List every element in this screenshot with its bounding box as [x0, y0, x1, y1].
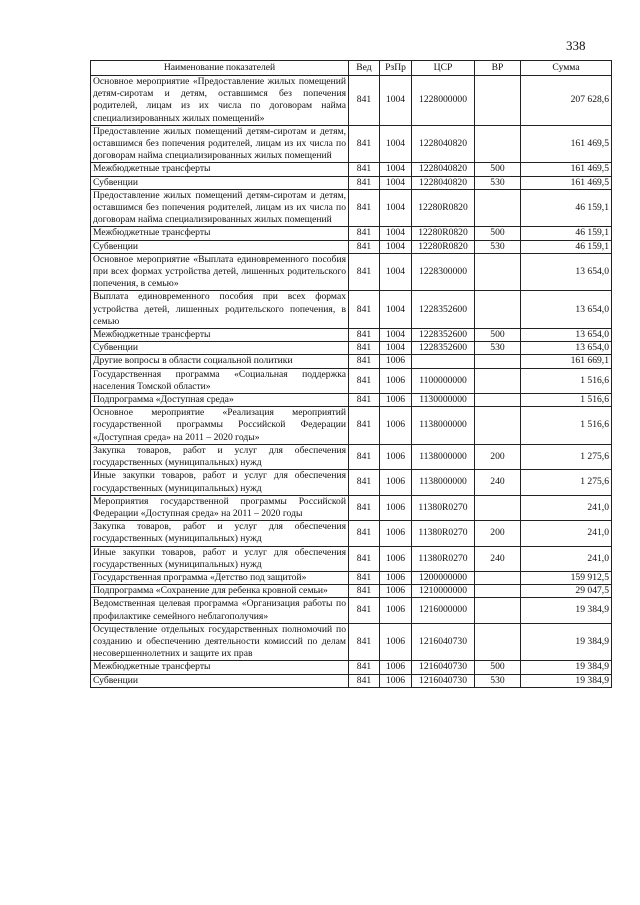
cell-ved: 841: [349, 227, 380, 240]
cell-csr: 11380R0270: [412, 495, 475, 520]
cell-name: Межбюджетные трансферты: [91, 661, 349, 674]
cell-name: Подпрограмма «Сохранение для ребенка кровной семьи»: [91, 585, 349, 598]
cell-ved: 841: [349, 546, 380, 571]
cell-rzpr: 1006: [380, 546, 412, 571]
cell-vr: [475, 585, 521, 598]
cell-name: Предоставление жилых помещений детям-сиротам и детям, оставшимся без попечения родителей, лицам из их числа по договорам найма специализированных жилых помещений: [91, 125, 349, 163]
cell-ved: 841: [349, 253, 380, 291]
cell-sum: 241,0: [521, 546, 612, 571]
cell-name: Иные закупки товаров, работ и услуг для обеспечения государственных (муниципальных) нужд: [91, 470, 349, 495]
cell-sum: 1 275,6: [521, 444, 612, 469]
table-header-row: [91, 61, 612, 76]
cell-sum: 19 384,9: [521, 661, 612, 674]
cell-csr: 1228040820: [412, 176, 475, 189]
page-number: 338: [566, 38, 586, 53]
cell-ved: 841: [349, 521, 380, 546]
table-row: [91, 394, 612, 407]
table-row: [91, 125, 612, 163]
cell-csr: 1216040730: [412, 661, 475, 674]
cell-vr: [475, 598, 521, 623]
cell-name: Другие вопросы в области социальной политики: [91, 355, 349, 368]
cell-csr: 1216000000: [412, 598, 475, 623]
table-row: [91, 76, 612, 126]
table-row: [91, 521, 612, 546]
cell-vr: 240: [475, 470, 521, 495]
cell-rzpr: 1004: [380, 240, 412, 253]
cell-csr: 1228000000: [412, 76, 475, 126]
cell-csr: 12280R0820: [412, 240, 475, 253]
cell-name: Межбюджетные трансферты: [91, 163, 349, 176]
table-row: [91, 355, 612, 368]
cell-csr: 1100000000: [412, 368, 475, 393]
cell-sum: 159 912,5: [521, 571, 612, 584]
cell-sum: 1 516,6: [521, 394, 612, 407]
cell-vr: [475, 407, 521, 445]
cell-csr: 12280R0820: [412, 189, 475, 227]
cell-name: Межбюджетные трансферты: [91, 227, 349, 240]
table-row: [91, 329, 612, 342]
table-row: [91, 253, 612, 291]
cell-ved: 841: [349, 495, 380, 520]
table-row: [91, 585, 612, 598]
cell-csr: 1138000000: [412, 407, 475, 445]
cell-sum: 13 654,0: [521, 291, 612, 329]
table-row: [91, 495, 612, 520]
cell-rzpr: 1006: [380, 470, 412, 495]
cell-rzpr: 1004: [380, 176, 412, 189]
cell-csr: 1130000000: [412, 394, 475, 407]
cell-rzpr: 1006: [380, 571, 412, 584]
cell-name: Государственная программа «Социальная поддержка населения Томской области»: [91, 368, 349, 393]
cell-csr: [412, 355, 475, 368]
cell-vr: 530: [475, 176, 521, 189]
cell-sum: 46 159,1: [521, 240, 612, 253]
cell-csr: 1228040820: [412, 163, 475, 176]
cell-rzpr: 1006: [380, 394, 412, 407]
table-row: [91, 470, 612, 495]
table-row: [91, 227, 612, 240]
cell-ved: 841: [349, 240, 380, 253]
cell-ved: 841: [349, 623, 380, 661]
cell-sum: 29 047,5: [521, 585, 612, 598]
table-row: [91, 407, 612, 445]
cell-name: Ведомственная целевая программа «Организация работы по профилактике семейного неблагополучия»: [91, 598, 349, 623]
cell-ved: 841: [349, 470, 380, 495]
cell-sum: 13 654,0: [521, 253, 612, 291]
header-vr: ВР: [475, 61, 521, 76]
cell-sum: 161 469,5: [521, 125, 612, 163]
cell-sum: 19 384,9: [521, 674, 612, 687]
cell-csr: 1228352600: [412, 291, 475, 329]
cell-vr: [475, 76, 521, 126]
cell-rzpr: 1006: [380, 355, 412, 368]
cell-rzpr: 1006: [380, 495, 412, 520]
cell-csr: 11380R0270: [412, 521, 475, 546]
cell-name: Осуществление отдельных государственных полномочий по созданию и обеспечению деятельности комиссий по делам несовершеннолетних и защите их прав: [91, 623, 349, 661]
cell-rzpr: 1004: [380, 342, 412, 355]
cell-ved: 841: [349, 585, 380, 598]
cell-ved: 841: [349, 598, 380, 623]
header-sum: Сумма: [521, 61, 612, 76]
table-row: [91, 571, 612, 584]
cell-ved: 841: [349, 189, 380, 227]
cell-rzpr: 1004: [380, 253, 412, 291]
cell-vr: 530: [475, 240, 521, 253]
cell-vr: [475, 189, 521, 227]
cell-csr: 1138000000: [412, 470, 475, 495]
cell-vr: 200: [475, 444, 521, 469]
cell-rzpr: 1004: [380, 189, 412, 227]
cell-vr: [475, 253, 521, 291]
cell-ved: 841: [349, 329, 380, 342]
cell-rzpr: 1004: [380, 125, 412, 163]
cell-name: Основное мероприятие «Выплата единовременного пособия при всех формах устройства детей, лишенных родительского попечения, в семью»: [91, 253, 349, 291]
cell-vr: [475, 394, 521, 407]
cell-csr: 12280R0820: [412, 227, 475, 240]
cell-rzpr: 1004: [380, 291, 412, 329]
cell-ved: 841: [349, 394, 380, 407]
cell-ved: 841: [349, 674, 380, 687]
cell-vr: [475, 571, 521, 584]
table-row: [91, 176, 612, 189]
cell-rzpr: 1006: [380, 598, 412, 623]
table-row: [91, 546, 612, 571]
cell-name: Основное мероприятие «Реализация мероприятий государственной программы Российской Федерации «Доступная среда» на 2011 – 2020 годы»: [91, 407, 349, 445]
cell-rzpr: 1006: [380, 661, 412, 674]
cell-ved: 841: [349, 355, 380, 368]
cell-sum: 46 159,1: [521, 189, 612, 227]
header-csr: ЦСР: [412, 61, 475, 76]
cell-csr: 1228040820: [412, 125, 475, 163]
cell-name: Выплата единовременного пособия при всех формах устройства детей, лишенных родительского попечения, в семью: [91, 291, 349, 329]
cell-ved: 841: [349, 76, 380, 126]
cell-sum: 1 516,6: [521, 407, 612, 445]
cell-name: Основное мероприятие «Предоставление жилых помещений детям-сиротам и детям, оставшимся без попечения родителей, лицам из их числа по договорам найма специализированных жилых помещений»: [91, 76, 349, 126]
cell-name: Закупка товаров, работ и услуг для обеспечения государственных (муниципальных) нужд: [91, 521, 349, 546]
cell-vr: 500: [475, 163, 521, 176]
cell-name: Субвенции: [91, 342, 349, 355]
cell-ved: 841: [349, 342, 380, 355]
cell-ved: 841: [349, 661, 380, 674]
cell-sum: 19 384,9: [521, 623, 612, 661]
cell-vr: [475, 495, 521, 520]
budget-table: [90, 60, 612, 688]
cell-sum: 13 654,0: [521, 329, 612, 342]
cell-vr: 500: [475, 661, 521, 674]
cell-vr: 500: [475, 329, 521, 342]
cell-vr: [475, 355, 521, 368]
cell-name: Закупка товаров, работ и услуг для обеспечения государственных (муниципальных) нужд: [91, 444, 349, 469]
cell-csr: 1228352600: [412, 329, 475, 342]
cell-rzpr: 1004: [380, 163, 412, 176]
cell-csr: 1200000000: [412, 571, 475, 584]
table-row: [91, 163, 612, 176]
cell-ved: 841: [349, 407, 380, 445]
table-row: [91, 674, 612, 687]
cell-vr: 240: [475, 546, 521, 571]
cell-name: Субвенции: [91, 176, 349, 189]
cell-csr: 1228352600: [412, 342, 475, 355]
cell-name: Межбюджетные трансферты: [91, 329, 349, 342]
table-row: [91, 189, 612, 227]
header-rzpr: РзПр: [380, 61, 412, 76]
table-row: [91, 342, 612, 355]
cell-vr: [475, 623, 521, 661]
cell-sum: 161 469,5: [521, 163, 612, 176]
cell-csr: 11380R0270: [412, 546, 475, 571]
cell-sum: 241,0: [521, 521, 612, 546]
cell-rzpr: 1006: [380, 368, 412, 393]
cell-ved: 841: [349, 291, 380, 329]
cell-rzpr: 1006: [380, 444, 412, 469]
cell-csr: 1138000000: [412, 444, 475, 469]
cell-vr: [475, 125, 521, 163]
cell-rzpr: 1006: [380, 585, 412, 598]
cell-rzpr: 1006: [380, 623, 412, 661]
cell-ved: 841: [349, 163, 380, 176]
cell-sum: 161 469,5: [521, 176, 612, 189]
cell-rzpr: 1004: [380, 76, 412, 126]
header-ved: Вед: [349, 61, 380, 76]
cell-ved: 841: [349, 571, 380, 584]
cell-vr: 200: [475, 521, 521, 546]
cell-sum: 1 516,6: [521, 368, 612, 393]
table-row: [91, 240, 612, 253]
cell-rzpr: 1006: [380, 521, 412, 546]
cell-name: Иные закупки товаров, работ и услуг для обеспечения государственных (муниципальных) нужд: [91, 546, 349, 571]
cell-sum: 161 669,1: [521, 355, 612, 368]
cell-name: Субвенции: [91, 674, 349, 687]
cell-rzpr: 1006: [380, 407, 412, 445]
table-row: [91, 291, 612, 329]
cell-vr: [475, 291, 521, 329]
cell-sum: 207 628,6: [521, 76, 612, 126]
cell-name: Подпрограмма «Доступная среда»: [91, 394, 349, 407]
table-row: [91, 661, 612, 674]
cell-name: Мероприятия государственной программы Российской Федерации «Доступная среда» на 2011 – 2020 годы: [91, 495, 349, 520]
cell-ved: 841: [349, 444, 380, 469]
cell-csr: 1216040730: [412, 674, 475, 687]
cell-ved: 841: [349, 125, 380, 163]
cell-name: Предоставление жилых помещений детям-сиротам и детям, оставшимся без попечения родителей, лицам из их числа по договорам найма специализированных жилых помещений: [91, 189, 349, 227]
cell-ved: 841: [349, 368, 380, 393]
table-row: [91, 444, 612, 469]
cell-csr: 1210000000: [412, 585, 475, 598]
cell-sum: 13 654,0: [521, 342, 612, 355]
cell-vr: 530: [475, 674, 521, 687]
cell-rzpr: 1004: [380, 227, 412, 240]
cell-ved: 841: [349, 176, 380, 189]
cell-vr: 500: [475, 227, 521, 240]
cell-name: Субвенции: [91, 240, 349, 253]
cell-csr: 1228300000: [412, 253, 475, 291]
table-body: [91, 76, 612, 688]
cell-name: Государственная программа «Детство под защитой»: [91, 571, 349, 584]
cell-rzpr: 1006: [380, 674, 412, 687]
cell-sum: 19 384,9: [521, 598, 612, 623]
cell-rzpr: 1004: [380, 329, 412, 342]
table-row: [91, 598, 612, 623]
table-row: [91, 623, 612, 661]
table-row: [91, 368, 612, 393]
cell-vr: [475, 368, 521, 393]
header-name: Наименование показателей: [91, 61, 349, 76]
cell-vr: 530: [475, 342, 521, 355]
cell-csr: 1216040730: [412, 623, 475, 661]
cell-sum: 241,0: [521, 495, 612, 520]
cell-sum: 1 275,6: [521, 470, 612, 495]
cell-sum: 46 159,1: [521, 227, 612, 240]
